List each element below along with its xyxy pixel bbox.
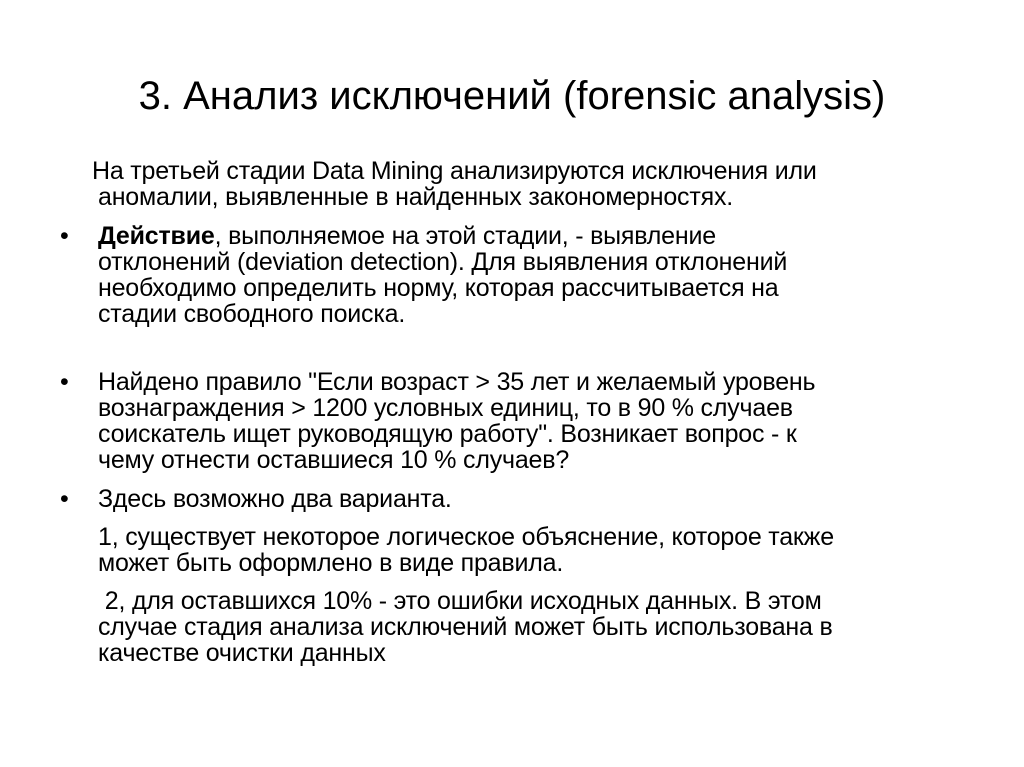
bullet1-line: необходимо определить норму, которая рассчитывается на — [98, 274, 779, 302]
option1-line: может быть оформлено в виде правила. — [98, 549, 564, 577]
bullet2-line: Найдено правило "Если возраст > 35 лет и желаемый уровень — [98, 368, 816, 396]
bullet-marker: • — [60, 485, 69, 513]
bullet3-line: Здесь возможно два варианта. — [98, 485, 452, 513]
intro-line: На третьей стадии Data Mining анализируются исключения или — [92, 157, 817, 185]
bold-term: Действие — [98, 222, 215, 250]
option2-line: 2, для оставшихся 10% - это ошибки исходных данных. В этом — [98, 587, 822, 615]
bullet1-text: , выполняемое на этой стадии, - выявление — [214, 222, 716, 250]
bullet1-line: отклонений (deviation detection). Для выявления отклонений — [98, 248, 788, 276]
slide-title: 3. Анализ исключений (forensic analysis) — [138, 74, 886, 118]
intro-line: аномалии, выявленные в найденных закономерностях. — [98, 183, 733, 211]
bullet-marker: • — [60, 222, 69, 250]
option2-line: случае стадия анализа исключений может быть использована в — [98, 613, 833, 641]
option1-line: 1, существует некоторое логическое объяснение, которое также — [98, 523, 834, 551]
option2-line: качестве очистки данных — [98, 639, 386, 667]
bullet2-line: вознаграждения > 1200 условных единиц, то в 90 % случаев — [98, 394, 793, 422]
bullet1-line — [98, 223, 716, 249]
bullet2-line: соискатель ищет руководящую работу". Возникает вопрос - к — [98, 420, 797, 448]
bullet1-line: стадии свободного поиска. — [98, 300, 406, 328]
bullet-marker: • — [60, 368, 69, 396]
bullet2-line: чему отнести оставшиеся 10 % случаев? — [98, 446, 570, 474]
